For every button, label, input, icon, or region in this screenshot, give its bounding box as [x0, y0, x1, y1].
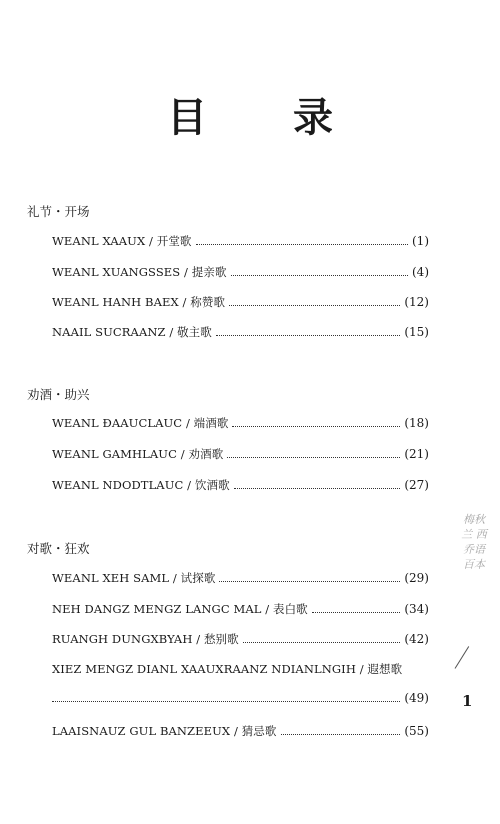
- entry-page: (18): [404, 416, 429, 430]
- entry-page: (49): [404, 691, 429, 705]
- dot-leader: [227, 450, 400, 458]
- entry-title: WEANL GAMHLAUC / 劝酒歌: [52, 447, 224, 461]
- dot-leader: [312, 605, 401, 613]
- page-number: 1: [462, 692, 473, 710]
- toc-entry[interactable]: [52, 631, 429, 647]
- entry-title: LAAISNAUZ GUL BANZEEUX / 猜忌歌: [52, 724, 277, 738]
- entry-title: WEANL XAAUX / 开堂歌: [52, 234, 192, 248]
- dot-leader: [219, 574, 400, 582]
- entry-title: NAAIL SUCRAANZ / 敬主歌: [52, 325, 212, 339]
- entry-title: WEANL XEH SAML / 试探歌: [52, 571, 216, 585]
- entry-page: (4): [412, 265, 429, 279]
- toc-entry[interactable]: [52, 294, 429, 310]
- toc-entry[interactable]: [52, 570, 429, 586]
- section-heading: 礼节・开场: [27, 204, 90, 219]
- dot-leader: [52, 694, 400, 702]
- toc-entry[interactable]: [52, 446, 429, 462]
- toc-entry[interactable]: [52, 661, 429, 677]
- entry-page: (12): [404, 295, 429, 309]
- dot-leader: [232, 419, 400, 427]
- section-heading: 对歌・狂欢: [27, 541, 90, 556]
- entry-title: RUANGH DUNGXBYAH / 愁别歌: [52, 632, 239, 646]
- toc-entry[interactable]: [52, 415, 429, 431]
- entry-page: (55): [404, 724, 429, 738]
- dot-leader: [281, 727, 401, 735]
- entry-page: (1): [412, 234, 429, 248]
- entry-page: (27): [404, 478, 429, 492]
- toc-entry[interactable]: [52, 233, 429, 249]
- entry-title: WEANL NDODTLAUC / 饮酒歌: [52, 478, 230, 492]
- toc-entry[interactable]: [52, 477, 429, 493]
- dot-leader: [196, 237, 408, 245]
- dot-leader: [231, 268, 408, 276]
- dot-leader: [229, 298, 400, 306]
- entry-page: (34): [404, 602, 429, 616]
- dot-leader: [216, 328, 400, 336]
- dot-leader: [234, 481, 401, 489]
- handwritten-signature: 梅秋兰 西乔语 百本: [461, 513, 487, 571]
- entry-title: WEANL XUANGSSES / 提亲歌: [52, 265, 227, 279]
- toc-entry[interactable]: [52, 324, 429, 340]
- page-title: 目 录: [167, 94, 369, 141]
- entry-title: NEH DANGZ MENGZ LANGC MAL / 表白歌: [52, 602, 308, 616]
- entry-title: WEANL ĐAAUCLAUC / 端酒歌: [52, 416, 229, 430]
- entry-page: (15): [404, 325, 429, 339]
- entry-title: WEANL HANH BAEX / 称赞歌: [52, 295, 226, 309]
- entry-page: (29): [404, 571, 429, 585]
- toc-entry-continuation: [52, 691, 429, 705]
- entry-page: (42): [404, 632, 429, 646]
- toc-entry[interactable]: [52, 601, 429, 617]
- toc-entry[interactable]: [52, 723, 429, 739]
- dot-leader: [243, 635, 401, 643]
- entry-page: (21): [404, 447, 429, 461]
- entry-title: XIEZ MENGZ DIANL XAAUXRAANZ NDIANLNGIH / 遐想歌: [52, 662, 403, 676]
- section-heading: 劝酒・助兴: [27, 387, 90, 402]
- toc-entry[interactable]: [52, 264, 429, 280]
